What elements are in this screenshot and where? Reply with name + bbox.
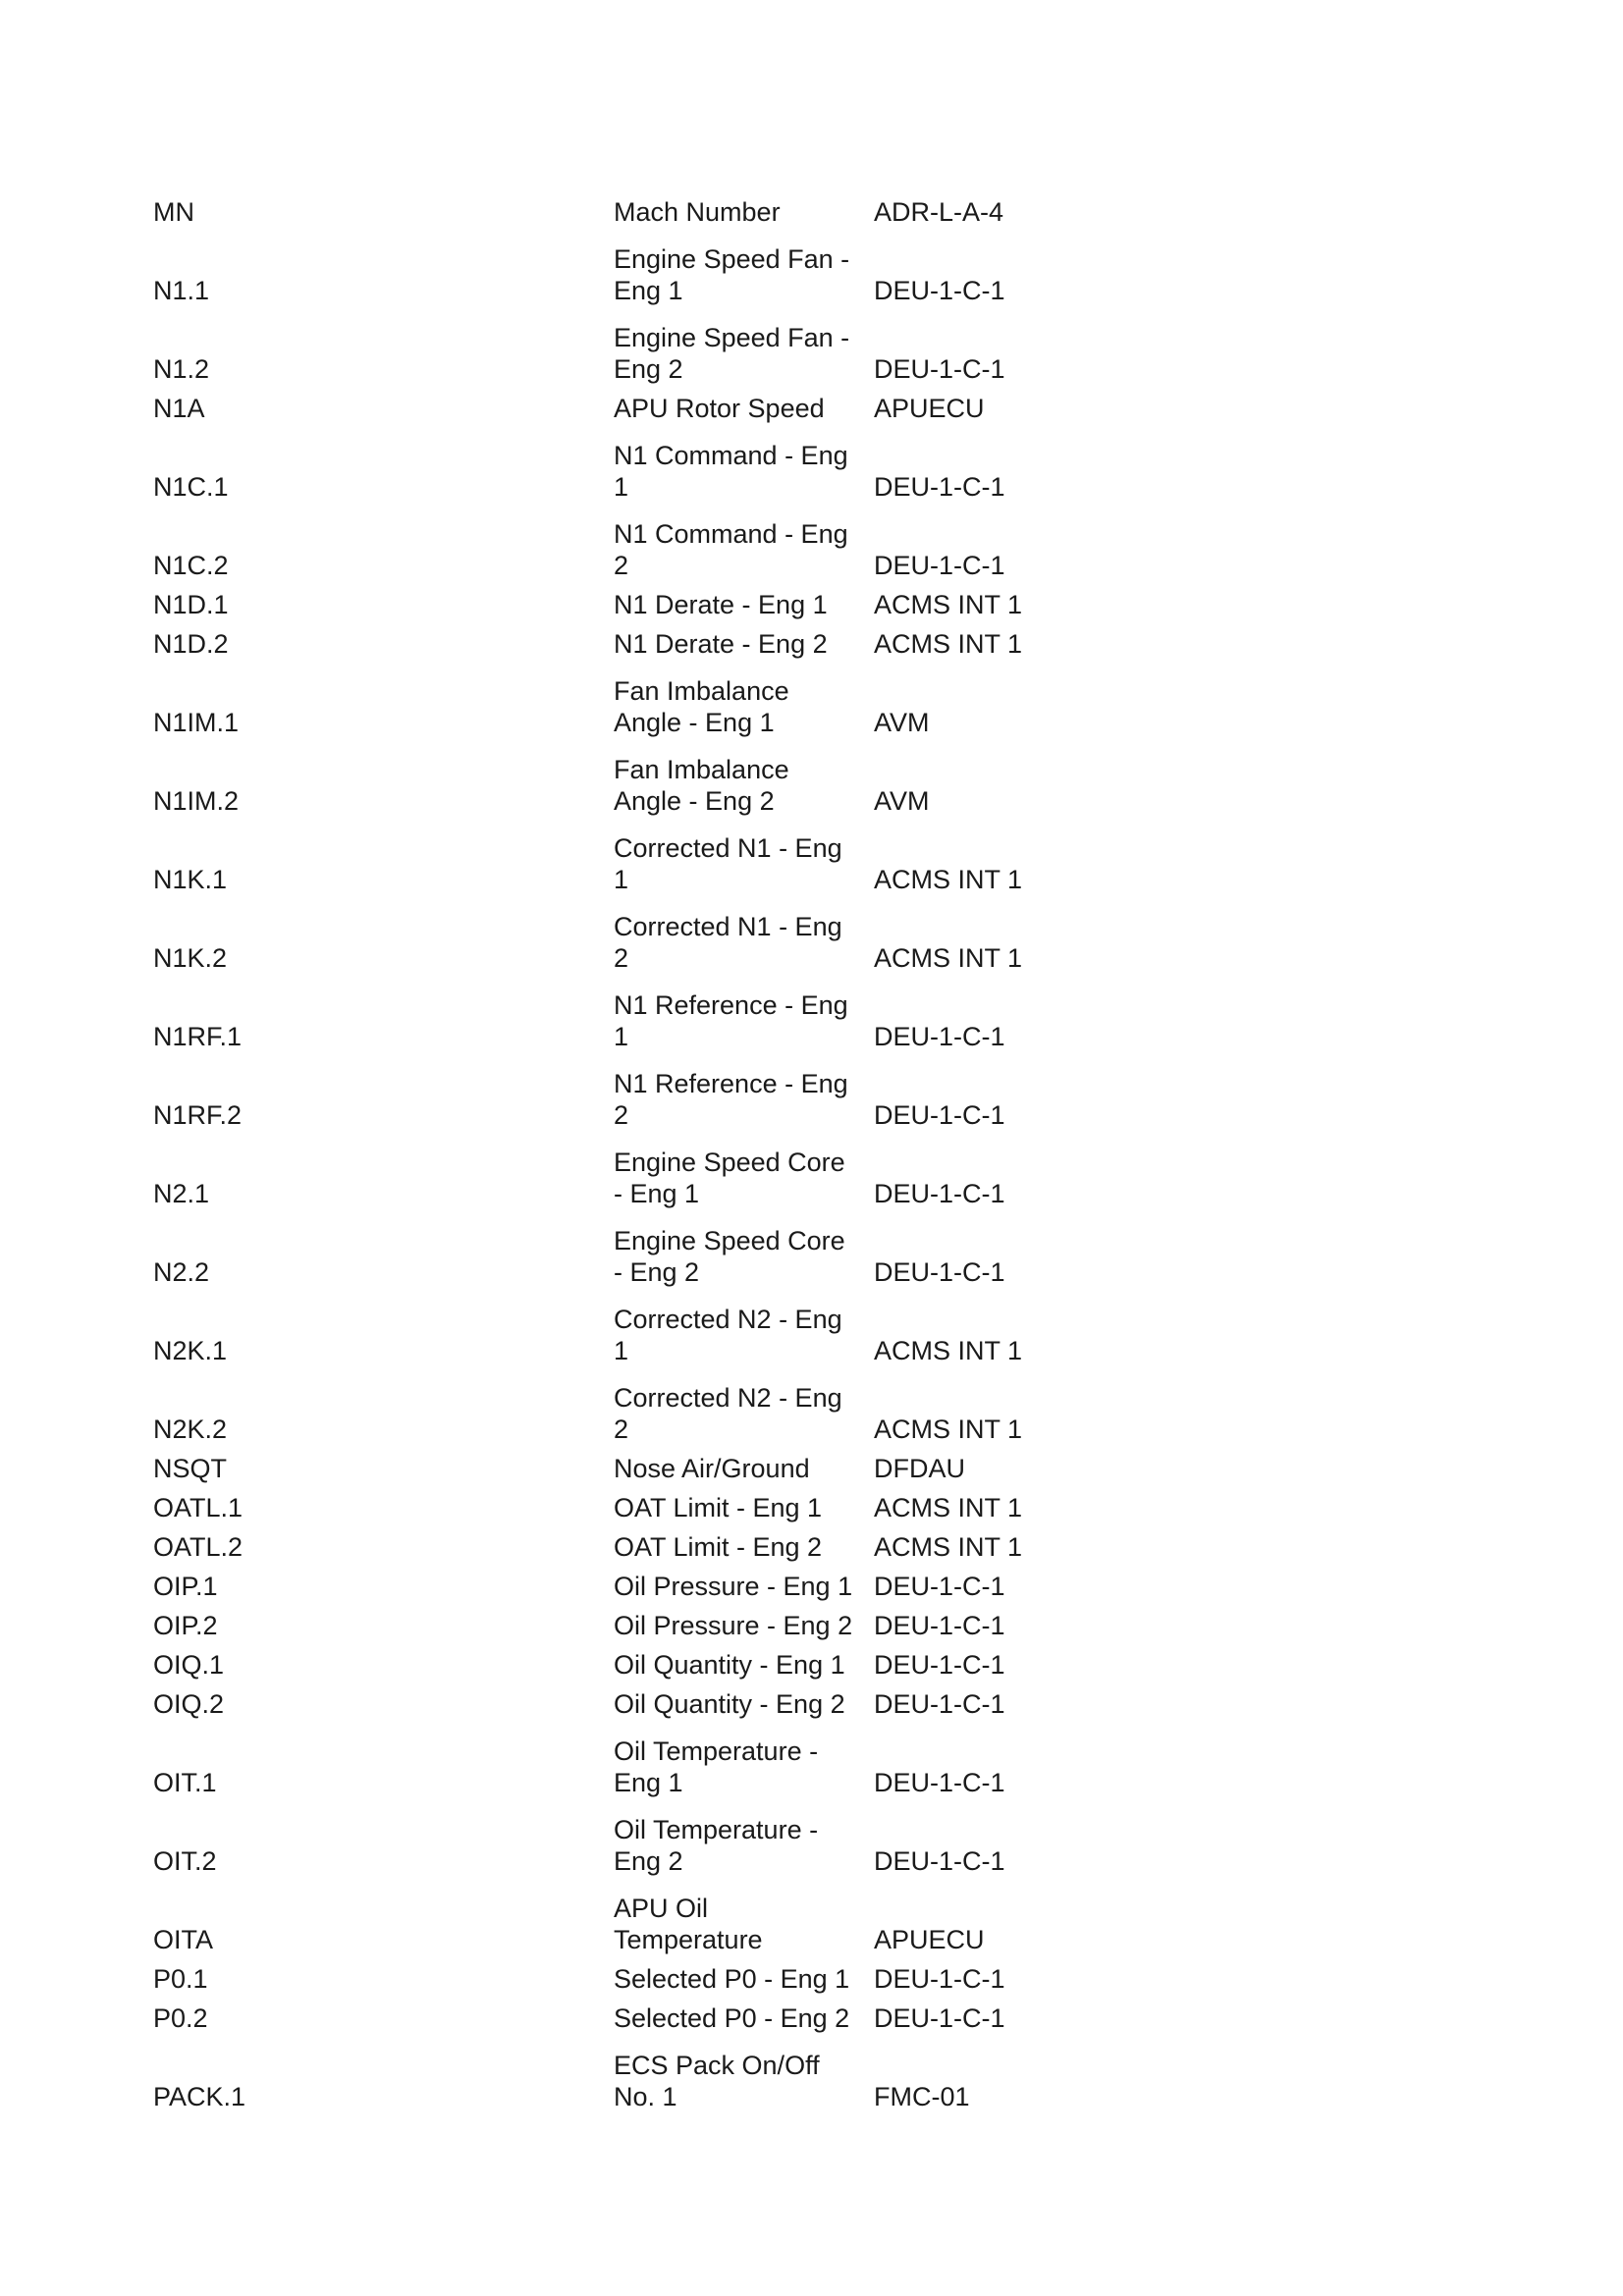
parameter-source: DEU-1-C-1 xyxy=(874,472,1005,502)
parameter-code: P0.2 xyxy=(153,2003,208,2033)
parameter-source: DEU-1-C-1 xyxy=(874,2003,1005,2033)
table-row xyxy=(0,440,1623,503)
parameter-description xyxy=(614,911,871,974)
parameter-code: OIT.2 xyxy=(153,1846,217,1876)
parameter-code: N1C.1 xyxy=(153,472,229,502)
parameter-source: ACMS INT 1 xyxy=(874,1336,1023,1365)
parameter-code: N1RF.1 xyxy=(153,1022,243,1051)
description-line: N1 Command - Eng xyxy=(614,441,848,470)
description-line: Engine Speed Fan - xyxy=(614,244,850,274)
parameter-source: AVM xyxy=(874,786,930,816)
parameter-description xyxy=(614,1688,871,1720)
parameter-description xyxy=(614,1735,871,1798)
description-line: Oil Temperature - xyxy=(614,1736,819,1766)
parameter-description xyxy=(614,1610,871,1641)
parameter-description xyxy=(614,1304,871,1366)
description-line: Oil Quantity - Eng 1 xyxy=(614,1650,845,1680)
parameter-description xyxy=(614,1893,871,1955)
parameter-description xyxy=(614,1531,871,1563)
parameter-description xyxy=(614,1225,871,1288)
description-line: Fan Imbalance xyxy=(614,755,789,784)
description-line: ECS Pack On/Off xyxy=(614,2051,820,2080)
description-line: Corrected N2 - Eng xyxy=(614,1383,842,1413)
parameter-description xyxy=(614,243,871,306)
parameter-description xyxy=(614,322,871,385)
description-line: Selected P0 - Eng 2 xyxy=(614,2003,850,2033)
parameter-code: P0.1 xyxy=(153,1964,208,1994)
description-line: 2 xyxy=(614,1100,629,1130)
description-line: N1 Derate - Eng 1 xyxy=(614,590,828,619)
table-row xyxy=(0,1147,1623,1209)
parameter-description xyxy=(614,1571,871,1602)
parameter-code: N1IM.1 xyxy=(153,708,240,737)
description-line: Angle - Eng 1 xyxy=(614,708,775,737)
parameter-source: DEU-1-C-1 xyxy=(874,354,1005,384)
table-row xyxy=(0,518,1623,581)
parameter-description xyxy=(614,440,871,503)
parameter-code: MN xyxy=(153,197,194,227)
description-line: - Eng 2 xyxy=(614,1257,700,1287)
description-line: Selected P0 - Eng 1 xyxy=(614,1964,850,1994)
description-line: Oil Temperature - xyxy=(614,1815,819,1844)
table-row xyxy=(0,1382,1623,1445)
table-row xyxy=(0,832,1623,895)
description-line: N1 Derate - Eng 2 xyxy=(614,629,828,659)
table-row xyxy=(0,754,1623,817)
parameter-source: DEU-1-C-1 xyxy=(874,1022,1005,1051)
parameter-description xyxy=(614,518,871,581)
table-row xyxy=(0,1068,1623,1131)
table-row xyxy=(0,989,1623,1052)
parameter-code: OIQ.2 xyxy=(153,1689,225,1719)
parameter-code: N2.2 xyxy=(153,1257,210,1287)
parameter-source: ACMS INT 1 xyxy=(874,590,1023,619)
parameter-code: N2K.2 xyxy=(153,1415,228,1444)
parameter-source: DEU-1-C-1 xyxy=(874,1257,1005,1287)
description-line: Oil Pressure - Eng 2 xyxy=(614,1611,853,1640)
table-row xyxy=(0,911,1623,974)
description-line: Eng 2 xyxy=(614,354,683,384)
parameter-source: DEU-1-C-1 xyxy=(874,1100,1005,1130)
parameter-code: N1.2 xyxy=(153,354,210,384)
table-row xyxy=(0,393,1623,424)
parameter-code: OIQ.1 xyxy=(153,1650,225,1680)
description-line: Angle - Eng 2 xyxy=(614,786,775,816)
parameter-source: ACMS INT 1 xyxy=(874,1415,1023,1444)
description-line: N1 Command - Eng xyxy=(614,519,848,549)
table-row xyxy=(0,1963,1623,1995)
description-line: Temperature xyxy=(614,1925,763,1954)
description-line: 2 xyxy=(614,943,629,973)
parameter-description xyxy=(614,754,871,817)
table-row xyxy=(0,1304,1623,1366)
description-line: 1 xyxy=(614,1336,629,1365)
parameter-description xyxy=(614,196,871,228)
description-line: Fan Imbalance xyxy=(614,676,789,706)
parameter-source: DEU-1-C-1 xyxy=(874,1572,1005,1601)
description-line: Corrected N1 - Eng xyxy=(614,912,842,941)
table-row xyxy=(0,1735,1623,1798)
description-line: 2 xyxy=(614,1415,629,1444)
table-row xyxy=(0,1492,1623,1523)
parameter-code: OIP.2 xyxy=(153,1611,218,1640)
description-line: Eng 1 xyxy=(614,276,683,305)
table-row xyxy=(0,675,1623,738)
parameter-source: APUECU xyxy=(874,394,985,423)
description-line: No. 1 xyxy=(614,2082,677,2111)
parameter-code: OATL.2 xyxy=(153,1532,243,1562)
description-line: N1 Reference - Eng xyxy=(614,990,848,1020)
description-line: 1 xyxy=(614,1022,629,1051)
parameter-source: DEU-1-C-1 xyxy=(874,276,1005,305)
parameter-source: ADR-L-A-4 xyxy=(874,197,1004,227)
description-line: Corrected N1 - Eng xyxy=(614,833,842,863)
description-line: Engine Speed Fan - xyxy=(614,323,850,352)
description-line: 1 xyxy=(614,472,629,502)
description-line: N1 Reference - Eng xyxy=(614,1069,848,1098)
description-line: OAT Limit - Eng 1 xyxy=(614,1493,823,1522)
description-line: APU Oil xyxy=(614,1894,709,1923)
parameter-description xyxy=(614,1492,871,1523)
parameter-code: OATL.1 xyxy=(153,1493,243,1522)
table-row xyxy=(0,1649,1623,1681)
description-line: Oil Quantity - Eng 2 xyxy=(614,1689,845,1719)
parameter-code: N1A xyxy=(153,394,205,423)
table-row xyxy=(0,1893,1623,1955)
parameter-source: DEU-1-C-1 xyxy=(874,1179,1005,1208)
parameter-source: DEU-1-C-1 xyxy=(874,1964,1005,1994)
table-row xyxy=(0,322,1623,385)
description-line: OAT Limit - Eng 2 xyxy=(614,1532,823,1562)
table-row xyxy=(0,1610,1623,1641)
parameter-description xyxy=(614,1382,871,1445)
parameter-source: APUECU xyxy=(874,1925,985,1954)
description-line: Eng 2 xyxy=(614,1846,683,1876)
parameter-description xyxy=(614,1649,871,1681)
table-row xyxy=(0,2002,1623,2034)
parameter-code: N1K.1 xyxy=(153,865,228,894)
description-line: - Eng 1 xyxy=(614,1179,700,1208)
parameter-code: N1.1 xyxy=(153,276,210,305)
description-line: APU Rotor Speed xyxy=(614,394,825,423)
parameter-code: N1K.2 xyxy=(153,943,228,973)
table-row xyxy=(0,2050,1623,2112)
parameter-source: AVM xyxy=(874,708,930,737)
parameter-code: N1IM.2 xyxy=(153,786,240,816)
parameter-description xyxy=(614,989,871,1052)
parameter-code: OIT.1 xyxy=(153,1768,217,1797)
description-line: Nose Air/Ground xyxy=(614,1454,810,1483)
parameter-code: N2.1 xyxy=(153,1179,210,1208)
parameter-source: DFDAU xyxy=(874,1454,965,1483)
parameter-source: DEU-1-C-1 xyxy=(874,1650,1005,1680)
parameter-source: ACMS INT 1 xyxy=(874,1532,1023,1562)
parameter-source: DEU-1-C-1 xyxy=(874,1689,1005,1719)
parameter-source: ACMS INT 1 xyxy=(874,865,1023,894)
description-line: Eng 1 xyxy=(614,1768,683,1797)
parameter-source: ACMS INT 1 xyxy=(874,629,1023,659)
table-row xyxy=(0,589,1623,620)
description-line: Mach Number xyxy=(614,197,781,227)
parameter-code: N1D.2 xyxy=(153,629,229,659)
parameter-description xyxy=(614,832,871,895)
table-row xyxy=(0,1453,1623,1484)
table-row xyxy=(0,1688,1623,1720)
parameter-code: N2K.1 xyxy=(153,1336,228,1365)
parameter-description xyxy=(614,1963,871,1995)
parameter-code: N1D.1 xyxy=(153,590,229,619)
parameter-description xyxy=(614,589,871,620)
parameter-source: DEU-1-C-1 xyxy=(874,1611,1005,1640)
table-row xyxy=(0,1531,1623,1563)
parameter-code: OITA xyxy=(153,1925,214,1954)
description-line: Corrected N2 - Eng xyxy=(614,1305,842,1334)
table-row xyxy=(0,196,1623,228)
parameter-description xyxy=(614,2002,871,2034)
description-line: 1 xyxy=(614,865,629,894)
parameter-source: ACMS INT 1 xyxy=(874,943,1023,973)
parameter-code: N1RF.2 xyxy=(153,1100,243,1130)
parameter-code: NSQT xyxy=(153,1454,228,1483)
parameter-description xyxy=(614,1068,871,1131)
parameter-description xyxy=(614,2050,871,2112)
description-line: 2 xyxy=(614,551,629,580)
table-row xyxy=(0,1814,1623,1877)
parameter-source: DEU-1-C-1 xyxy=(874,551,1005,580)
parameter-description xyxy=(614,675,871,738)
parameter-description xyxy=(614,1814,871,1877)
description-line: Oil Pressure - Eng 1 xyxy=(614,1572,853,1601)
parameter-code: PACK.1 xyxy=(153,2082,246,2111)
parameter-code: N1C.2 xyxy=(153,551,229,580)
parameter-source: ACMS INT 1 xyxy=(874,1493,1023,1522)
parameter-source: FMC-01 xyxy=(874,2082,970,2111)
parameter-description xyxy=(614,393,871,424)
parameter-source: DEU-1-C-1 xyxy=(874,1768,1005,1797)
table-row xyxy=(0,1571,1623,1602)
description-line: Engine Speed Core xyxy=(614,1148,845,1177)
table-row xyxy=(0,628,1623,660)
parameter-description xyxy=(614,1453,871,1484)
table-row xyxy=(0,243,1623,306)
description-line: Engine Speed Core xyxy=(614,1226,845,1255)
parameter-description xyxy=(614,628,871,660)
parameter-source: DEU-1-C-1 xyxy=(874,1846,1005,1876)
parameter-description xyxy=(614,1147,871,1209)
parameter-code: OIP.1 xyxy=(153,1572,218,1601)
table-row xyxy=(0,1225,1623,1288)
